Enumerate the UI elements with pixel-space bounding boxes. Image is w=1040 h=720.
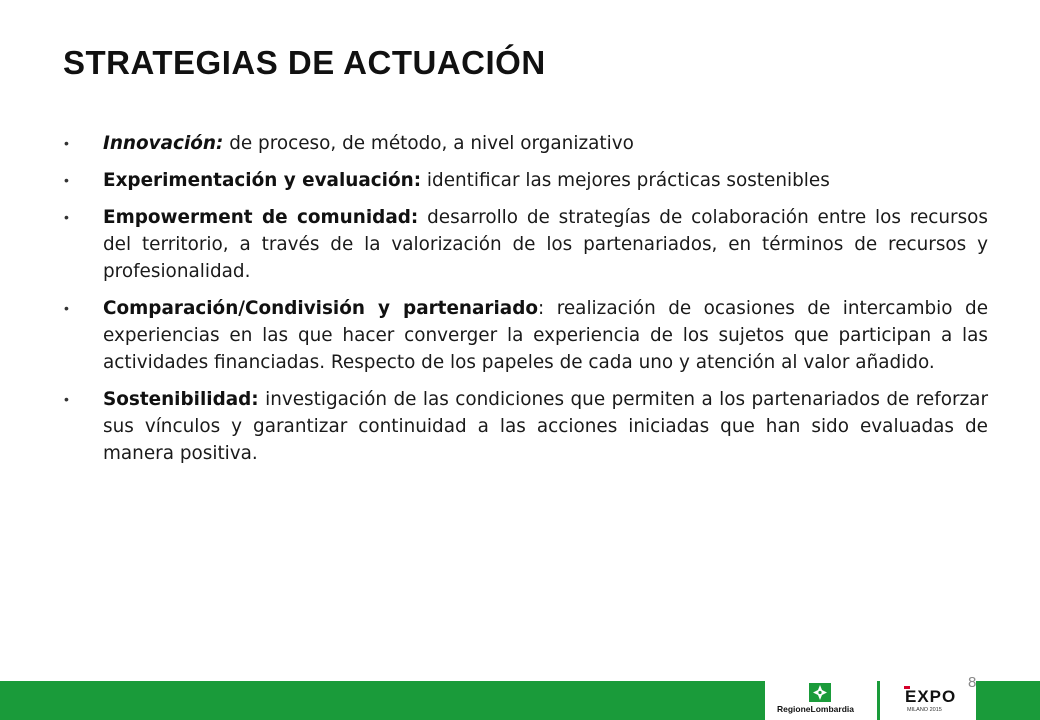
bullet-item-comparacion bbox=[64, 295, 988, 376]
bullet-term: Comparación/Condivisión y partenariado bbox=[103, 298, 539, 319]
bullet-text: de proceso, de método, a nivel organizativo bbox=[223, 133, 634, 154]
bullet-dot-icon: • bbox=[64, 135, 69, 151]
bullet-text: identificar las mejores prácticas sostenibles bbox=[421, 170, 830, 191]
bullet-item-innovacion bbox=[64, 130, 988, 157]
page-number: 8 bbox=[968, 674, 977, 691]
bullet-dot-icon: • bbox=[64, 209, 69, 225]
bullet-term: Empowerment de comunidad: bbox=[103, 207, 419, 228]
bullet-item-sostenibilidad bbox=[64, 386, 988, 467]
bullet-text: investigación de las condiciones que permiten a los partenariados de reforzar sus vínculos y garantizar continuidad a las acciones iniciadas que han sido evaluadas de manera positiva. bbox=[103, 389, 988, 464]
bullet-dot-icon: • bbox=[64, 391, 69, 407]
bullet-dot-icon: • bbox=[64, 172, 69, 188]
logo-lombardia-text: RegioneLombardia bbox=[777, 704, 854, 714]
logo-regione-lombardia bbox=[765, 681, 877, 720]
logo-expo-text: EXPO bbox=[905, 687, 957, 706]
logo-expo-2015 bbox=[880, 681, 976, 720]
bullet-dot-icon: • bbox=[64, 300, 69, 316]
lombardia-rose-icon bbox=[809, 683, 831, 702]
bullet-item-experimentacion bbox=[64, 167, 988, 194]
slide-title: STRATEGIAS DE ACTUACIÓN bbox=[63, 44, 546, 81]
bullet-text: : realización de ocasiones de intercambio de experiencias en las que hacer converger la experiencia de los sujetos que participan a las actividades financiadas. Respecto de los papeles de cada uno y atención al valor añadido. bbox=[103, 298, 989, 373]
bullet-list bbox=[64, 130, 988, 477]
logo-expo-subtext: MILANO 2015 bbox=[907, 707, 942, 713]
bullet-text: desarrollo de strategías de colaboración entre los recursos del territorio, a través de la valorización de los partenariados, en términos de recursos y profesionalidad. bbox=[103, 207, 988, 282]
bullet-term: Innovación: bbox=[103, 133, 224, 154]
bullet-item-empowerment bbox=[64, 204, 988, 285]
bullet-term: Experimentación y evaluación: bbox=[103, 170, 422, 191]
bullet-term: Sostenibilidad: bbox=[103, 389, 259, 410]
